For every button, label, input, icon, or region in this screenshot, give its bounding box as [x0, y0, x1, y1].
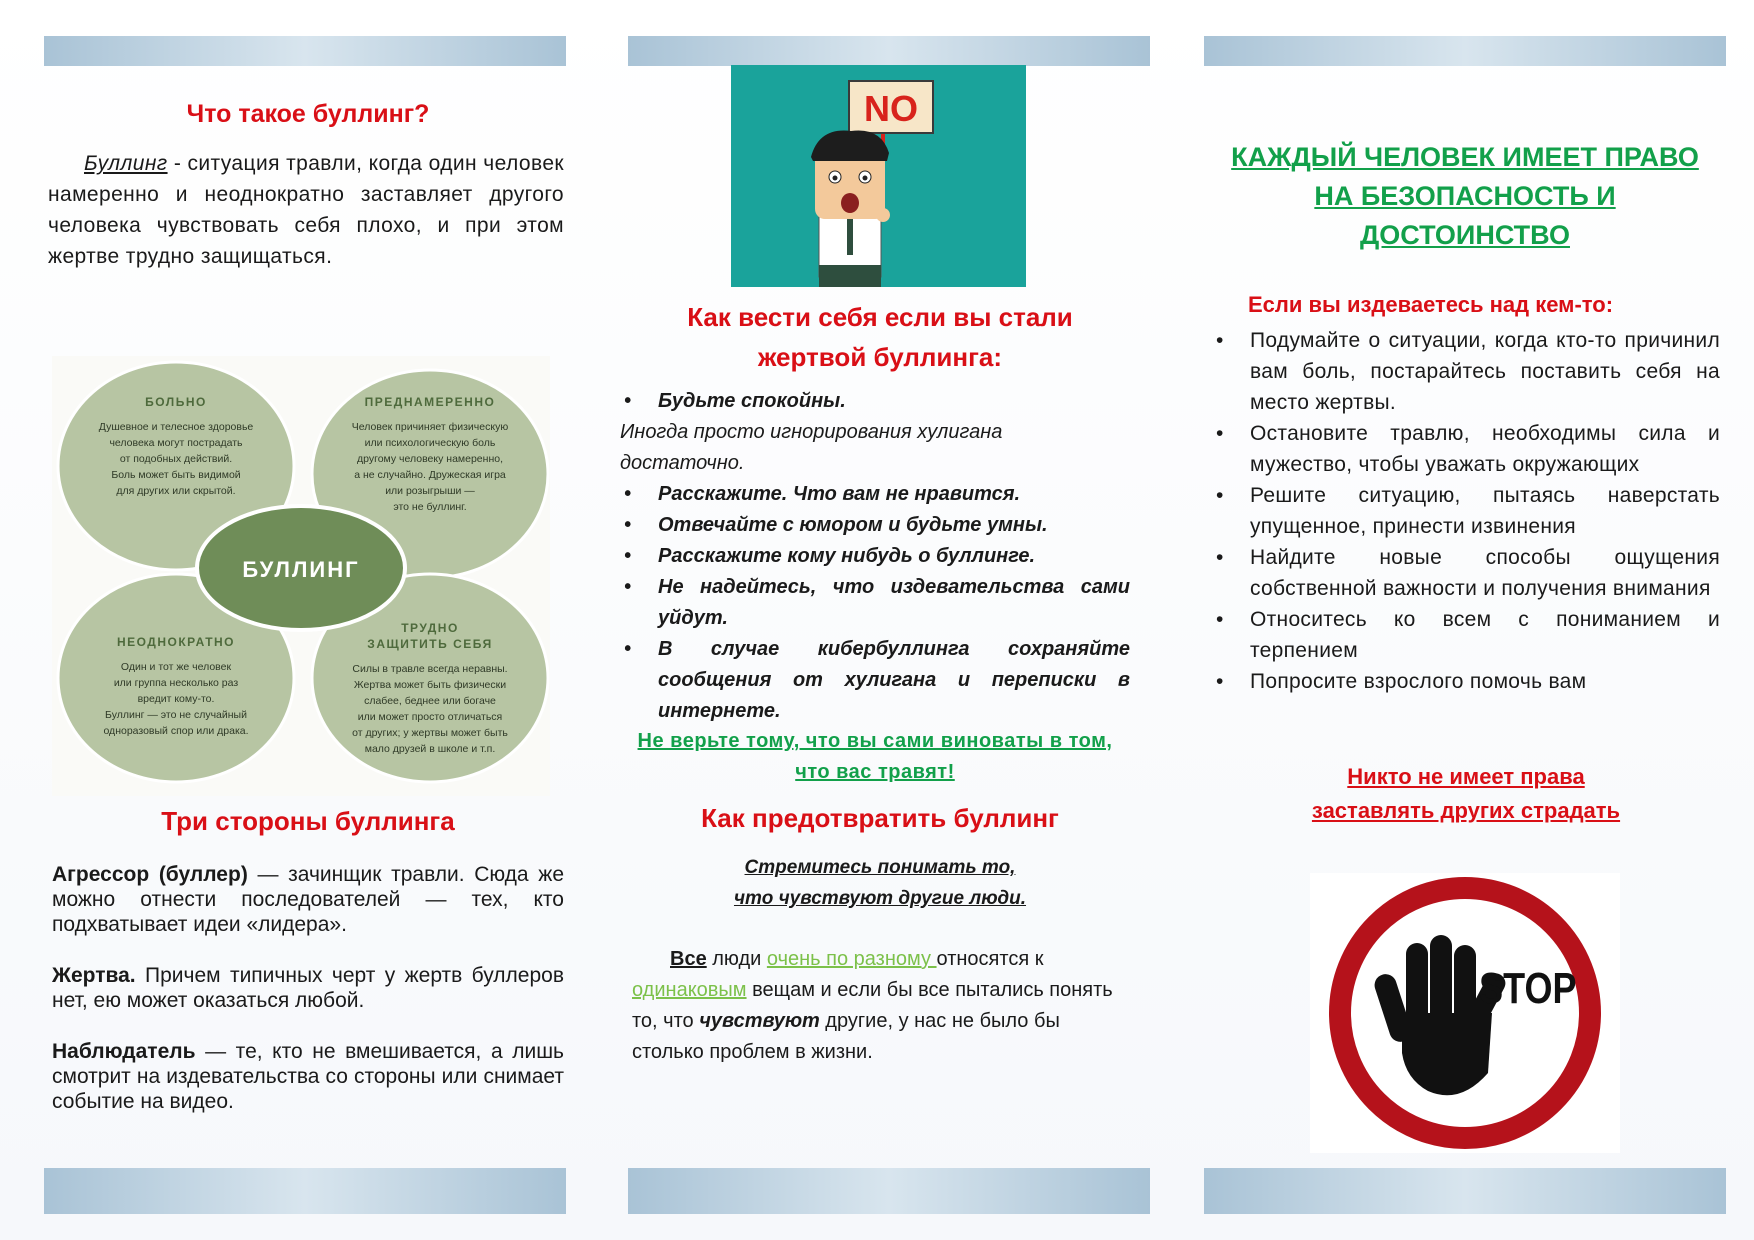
venn-svg [52, 356, 550, 796]
victim-behavior-heading: Как вести себя если вы стали жертвой буллинга: [687, 302, 1073, 372]
bully-advice-item [1212, 604, 1720, 666]
bully-advice-text: • Решите ситуацию, пытаясь наверстать упущенное, принести извинения [1250, 484, 1720, 538]
right-to-safety-heading: КАЖДЫЙ ЧЕЛОВЕК ИМЕЕТ ПРАВО НА БЕЗОПАСНОСТЬ И ДОСТОИНСТВО [1231, 142, 1699, 250]
top-bar-left [44, 36, 566, 66]
role-term: Агрессор (буллер) [52, 863, 248, 886]
strive-line: Стремитесь понимать то, [744, 857, 1016, 878]
painful-line: человека могут пострадать [109, 437, 243, 449]
repeated-line: или группа несколько раз [113, 677, 239, 689]
circle-title-intentional: ПРЕДНАМЕРЕННО [364, 395, 496, 409]
definition-term: Буллинг [84, 152, 168, 175]
role-bystander [52, 1039, 564, 1114]
circle-title-hard-line2: ЗАЩИТИТЬ СЕБЯ [367, 637, 493, 651]
para-word: одинаковым [632, 979, 747, 1001]
not-your-fault-note: Не верьте тому, что вы сами виноваты в том, что вас травят! [637, 730, 1113, 783]
bully-advice-text: • Найдите новые способы ощущения собственной важности и получения внимания [1250, 546, 1720, 600]
man-mouth [841, 193, 859, 213]
intentional-line: другому человеку намеренно, [357, 453, 503, 465]
circle-title-painful: БОЛЬНО [145, 395, 207, 409]
no-sign-illustration [731, 65, 1026, 287]
para-word: относятся к [936, 948, 1044, 970]
end-line: Никто не имеет права [1347, 764, 1585, 789]
bully-advice-item [1212, 325, 1720, 418]
stop-text: STOP [1479, 963, 1577, 1013]
intentional-line: или психологическую боль [364, 437, 496, 449]
advice-item: • Не надейтесь, что издевательства сами уйдут. [620, 572, 1130, 634]
bully-advice-text: • Подумайте о ситуации, когда кто-то причинил вам боль, постарайтесь поставить себя на место жертвы. [1250, 329, 1720, 414]
stop-sign-illustration [1310, 873, 1620, 1153]
top-bar-right [1204, 36, 1726, 66]
painful-line: для других или скрытой. [116, 485, 236, 497]
man-hair [811, 130, 889, 161]
bottom-bar-middle [628, 1168, 1150, 1214]
circle-title-hard-line1: ТРУДНО [401, 621, 459, 635]
what-is-bullying-heading: Что такое буллинг? [186, 100, 430, 128]
no-sign-svg [731, 65, 1026, 287]
advice-item: • Расскажите кому нибудь о буллинге. [620, 541, 1130, 572]
role-text: — зачинщик травли. Сюда же можно отнести последователей — тех, кто подхватывает идеи «лидера». [52, 863, 564, 936]
bully-advice-text: • Относитесь ко всем с пониманием и терпением [1250, 608, 1720, 662]
intentional-line: или розыгрыши — [385, 485, 475, 497]
definition-text: - ситуация травли, когда один человек намеренно и неоднократно заставляет другого человека чувствовать себя плохо, и при этом жертве трудно защищаться. [48, 152, 564, 268]
hard-line: от других; у жертвы может быть [352, 727, 508, 739]
para-word: Все [670, 948, 707, 970]
advice-note: Иногда просто игнорирования хулигана достаточно. [620, 421, 1003, 474]
repeated-line: вредит кому-то. [137, 693, 215, 705]
intentional-line: Человек причиняет физическую [351, 421, 509, 433]
bottom-bar-right [1204, 1168, 1726, 1214]
hard-line: Жертва может быть физически [353, 679, 507, 691]
role-aggressor [52, 862, 564, 937]
sign-text: NO [864, 88, 918, 129]
hard-line: мало друзей в школе и т.п. [364, 743, 496, 755]
prevention-paragraph [632, 944, 1130, 1068]
man-pupil [833, 176, 838, 181]
bullying-venn-diagram [52, 356, 550, 796]
hard-line: Силы в травле всегда неравны. [352, 663, 508, 675]
para-word: вещам и если бы все пытались понять то, что [632, 979, 1113, 1032]
role-text: — те, кто не вмешивается, а лишь смотрит на издевательства со стороны или снимает событие на видео. [52, 1040, 564, 1113]
intentional-line: это не буллинг. [393, 501, 467, 513]
bully-advice-text: • Попросите взрослого помочь вам [1250, 670, 1587, 693]
para-word: люди [706, 948, 767, 970]
role-victim [52, 963, 564, 1013]
hard-line: слабее, беднее или богаче [364, 695, 496, 707]
para-word: чувствуют [699, 1010, 820, 1032]
bully-advice-item [1212, 542, 1720, 604]
bully-advice-item [1212, 480, 1720, 542]
bully-advice-item [1212, 666, 1720, 697]
man-tie [847, 215, 853, 255]
role-term: Жертва. [52, 964, 136, 987]
bully-advice-text: • Остановите травлю, необходимы сила и мужество, чтобы уважать окружающих [1250, 422, 1720, 476]
repeated-line: Буллинг — это не случайный [105, 709, 247, 721]
prevent-bullying-heading: Как предотвратить буллинг [701, 803, 1059, 833]
repeated-line: одноразовый спор или драка. [103, 725, 249, 737]
hard-line: или может просто отличаться [357, 711, 503, 723]
advice-item: • Будьте спокойны. [620, 386, 1130, 417]
para-word: очень по разному [766, 948, 937, 970]
bully-advice-list [1212, 325, 1720, 697]
advice-item: • Расскажите. Что вам не нравится. [620, 479, 1130, 510]
no-one-has-right-note [1212, 760, 1720, 828]
painful-line: Душевное и телесное здоровье [98, 421, 254, 433]
advice-item: • В случае кибербуллинга сохраняйте сообщения от хулигана и переписки в интернете. [620, 634, 1130, 727]
circle-title-repeated: НЕОДНОКРАТНО [116, 635, 236, 649]
three-sides-heading: Три стороны буллинга [161, 806, 455, 836]
stop-sign-svg [1310, 873, 1620, 1153]
strive-to-understand [630, 852, 1130, 914]
advice-item: • Отвечайте с юмором и будьте умны. [620, 510, 1130, 541]
victim-advice-list [620, 386, 1130, 727]
painful-line: Боль может быть видимой [111, 469, 241, 481]
role-text: Причем типичных черт у жертв буллеров нет, ею может оказаться любой. [52, 964, 564, 1012]
bully-advice-item [1212, 418, 1720, 480]
man-legs [819, 265, 881, 287]
top-bar-middle [628, 36, 1150, 66]
role-term: Наблюдатель [52, 1040, 196, 1063]
intentional-line: а не случайно. Дружеская игра [354, 469, 506, 481]
if-you-bully-subheading: Если вы издеваетесь над кем-то: [1248, 292, 1614, 317]
para-word: другие, у нас не было бы столько проблем в жизни. [632, 1010, 1060, 1063]
strive-line: что чувствуют другие люди. [733, 888, 1027, 909]
bottom-bar-left [44, 1168, 566, 1214]
painful-line: от подобных действий. [119, 453, 233, 465]
venn-center-label: БУЛЛИНГ [242, 557, 360, 582]
repeated-line: Один и тот же человек [120, 661, 232, 673]
end-line: заставлять других страдать [1311, 798, 1621, 823]
man-hand [876, 208, 890, 222]
bullying-definition [48, 148, 564, 272]
man-pupil [863, 176, 868, 181]
